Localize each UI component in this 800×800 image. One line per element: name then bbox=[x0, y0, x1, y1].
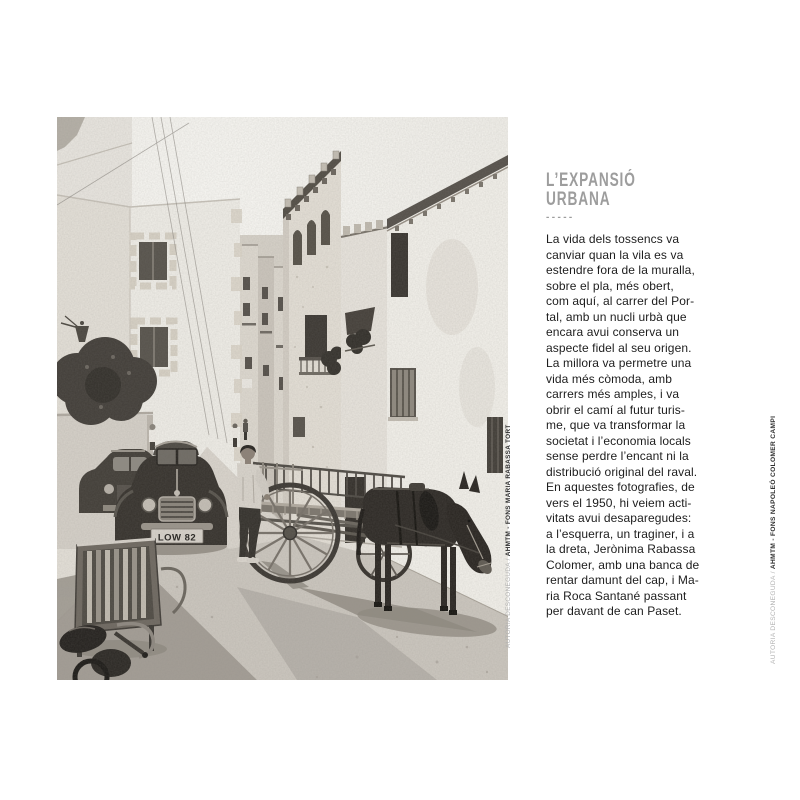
page-credit-fund: AHMTM - FONS NAPOLEÓ COLOMER CAMPI bbox=[770, 415, 777, 570]
body-text-line: la dreta, Jerònima Rabassa bbox=[546, 542, 696, 556]
body-text-line: En aquestes fotografies, de bbox=[546, 480, 695, 494]
grain-overlay bbox=[57, 117, 508, 680]
body-text-line: me, que va transformar la bbox=[546, 418, 686, 432]
body-text-line: distribució original del raval. bbox=[546, 464, 698, 479]
photo-svg bbox=[57, 117, 508, 680]
photo-credit-fund: AHMTM - FONS MARIA RABASSA TORT bbox=[505, 424, 512, 557]
photo-credit bbox=[505, 404, 517, 648]
page-credit bbox=[770, 380, 782, 664]
street-photograph bbox=[57, 117, 508, 680]
body-text-line: canviar quan la vila es va bbox=[546, 247, 684, 262]
article-title bbox=[546, 171, 762, 209]
body-text-line: tal, amb un nucli urbà que bbox=[546, 309, 687, 324]
body-text-line: vitats avui desaparegudes: bbox=[546, 511, 692, 525]
body-text-line: carrers més amples, i va bbox=[546, 387, 680, 401]
body-text-line: La vida dels tossencs va bbox=[546, 232, 680, 246]
body-text-line: estendre fora de la muralla, bbox=[546, 263, 695, 277]
body-text-line: aspecte fidel al seu origen. bbox=[546, 340, 692, 355]
body-text-line: societat i l’economia locals bbox=[546, 433, 691, 448]
body-text-line: obrir el camí al futur turis- bbox=[546, 402, 685, 417]
body-text-line: La millora va permetre una bbox=[546, 356, 692, 370]
body-text-line: ria Roca Santané passant bbox=[546, 588, 687, 603]
title-divider: ----- bbox=[546, 212, 575, 223]
body-text-line: per davant de can Paset. bbox=[546, 604, 682, 618]
body-text-line: encara avui conserva un bbox=[546, 325, 680, 339]
body-text-line: rentar damunt del cap, i Ma- bbox=[546, 573, 699, 587]
article bbox=[546, 171, 762, 620]
photo-credit-author: AUTORIA DESCONEGUDA / bbox=[505, 556, 512, 648]
body-text-line: com aquí, al carrer del Por- bbox=[546, 294, 695, 308]
body-text-line: sobre el pla, més obert, bbox=[546, 278, 674, 293]
body-text-line: vers el 1950, hi veiem acti- bbox=[546, 495, 692, 510]
article-body bbox=[546, 232, 762, 620]
body-text-line: vida més còmoda, amb bbox=[546, 371, 673, 386]
article-title-line2: URBANA bbox=[546, 189, 611, 210]
page-credit-author: AUTORIA DESCONEGUDA / bbox=[770, 569, 777, 664]
body-text-line: sense perdre l’encant ni la bbox=[546, 449, 689, 463]
body-text-line: Colomer, amb una banca de bbox=[546, 557, 700, 572]
body-text-line: a l’esquerra, un traginer, i a bbox=[546, 526, 695, 541]
article-title-line1: L’EXPANSIÓ bbox=[546, 170, 636, 191]
